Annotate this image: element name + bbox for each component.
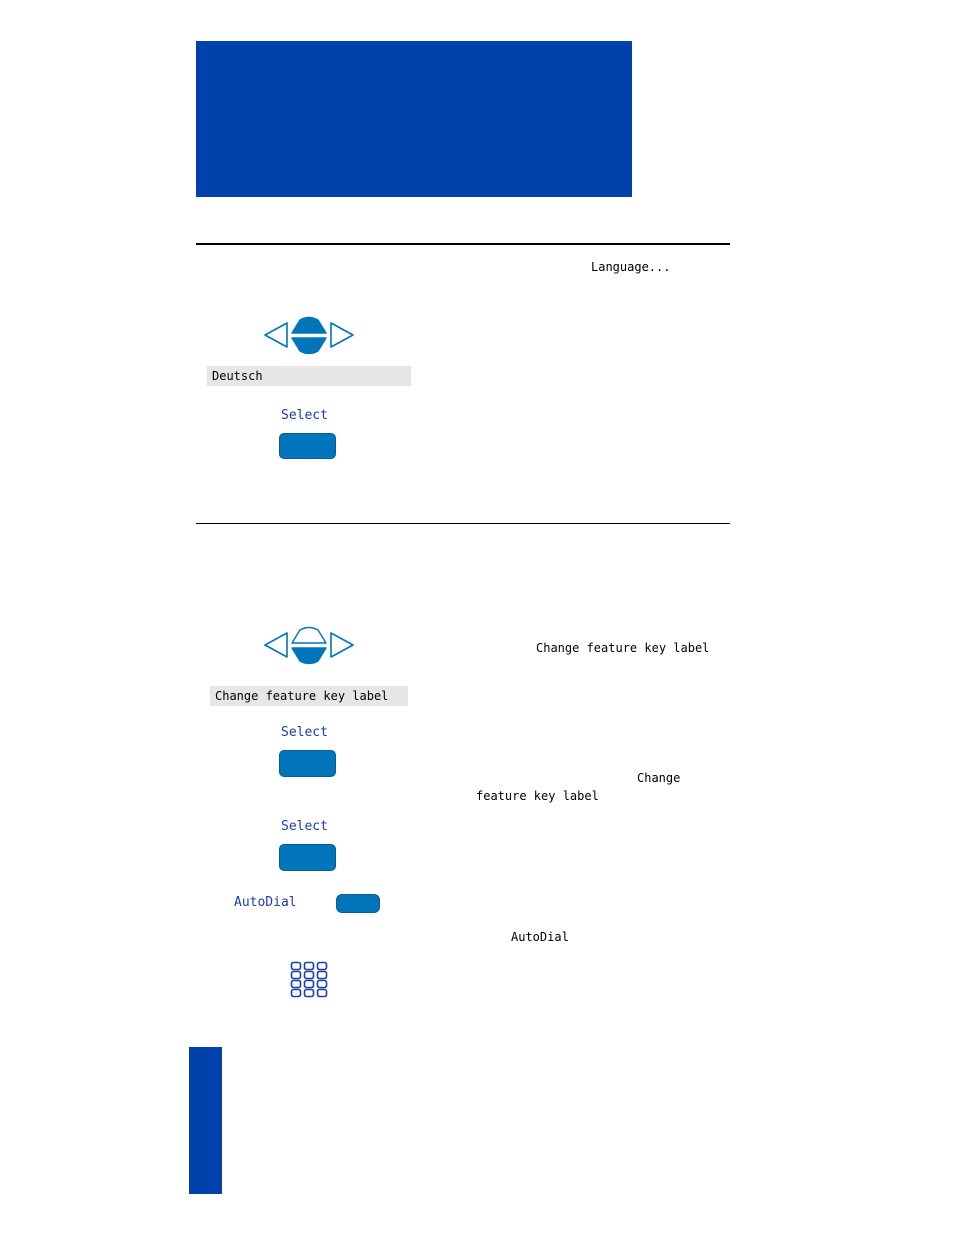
autodial-key-reference: AutoDial [511, 930, 569, 944]
select-softkey-label: Select [281, 819, 328, 834]
navigation-cluster-icon[interactable] [263, 625, 355, 667]
autodial-key-label: AutoDial [234, 895, 297, 910]
chapter-side-tab [189, 1047, 222, 1194]
section-divider-top [196, 243, 730, 245]
select-softkey-label: Select [281, 408, 328, 423]
display-change-feature-key-label: Change feature key label [210, 686, 408, 706]
menu-item-change-feature-key-label: Change feature key label [536, 641, 710, 655]
menu-item-change-part1: Change [637, 771, 681, 785]
select-softkey-button[interactable] [279, 750, 336, 777]
menu-item-change-part2: feature key label [476, 789, 599, 803]
dialpad-icon[interactable] [290, 961, 328, 1003]
autodial-feature-key-button[interactable] [336, 894, 380, 913]
navigation-cluster-icon[interactable] [263, 315, 355, 357]
header-banner [196, 41, 632, 197]
display-deutsch: Deutsch [207, 366, 411, 386]
menu-item-language: Language... [591, 260, 671, 274]
section-divider-middle [196, 523, 730, 524]
select-softkey-button[interactable] [279, 433, 336, 459]
select-softkey-label: Select [281, 725, 328, 740]
select-softkey-button[interactable] [279, 844, 336, 871]
